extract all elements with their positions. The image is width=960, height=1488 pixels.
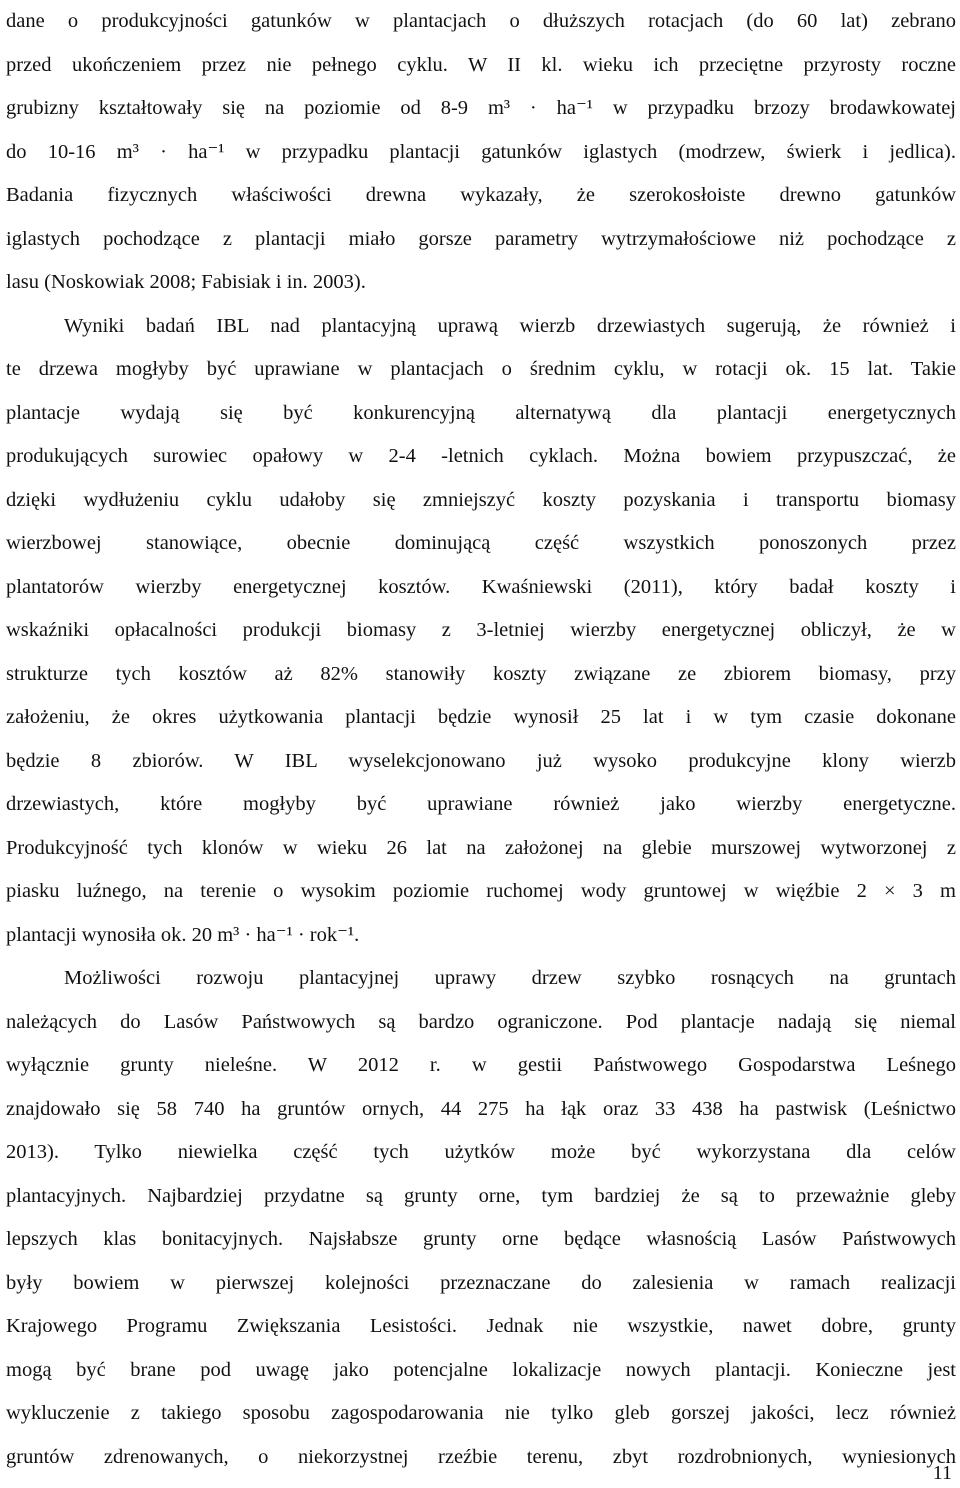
text-line: lepszych klas bonitacyjnych. Najsłabsze grunty orne będące własnością Lasów Państwowych xyxy=(6,1228,956,1250)
text-line: gruntów zdrenowanych, o niekorzystnej rzeźbie terenu, zbyt rozdrobnionych, wyniesionych xyxy=(6,1445,956,1468)
text-line: plantatorów wierzby energetycznej kosztów. Kwaśniewski (2011), który badał koszty i xyxy=(6,575,956,598)
text-line: 2013). Tylko niewielka część tych użytków może być wykorzystana dla celów xyxy=(6,1141,956,1163)
text-line: do 10-16 m³ · ha⁻¹ w przypadku plantacji gatunków iglastych (modrzew, świerk i jedlica). xyxy=(6,140,956,163)
text-line: należących do Lasów Państwowych są bardzo ograniczone. Pod plantacje nadają się niemal xyxy=(6,1010,956,1033)
text-line: Krajowego Programu Zwiększania Lesistości. Jednak nie wszystkie, nawet dobre, grunty xyxy=(6,1315,956,1337)
text-line: Badania fizycznych właściwości drewna wykazały, że szerokosłoiste drewno gatunków xyxy=(6,184,956,206)
text-line: znajdowało się 58 740 ha gruntów ornych, 44 275 ha łąk oraz 33 438 ha pastwisk (Leśnictwo xyxy=(6,1097,956,1120)
text-line: będzie 8 zbiorów. W IBL wyselekcjonowano już wysoko produkcyjne klony wierzb xyxy=(6,749,956,772)
text-line: Produkcyjność tych klonów w wieku 26 lat na założonej na glebie murszowej wytworzonej z xyxy=(6,836,956,859)
text-line: dzięki wydłużeniu cyklu udałoby się zmniejszyć koszty pozyskania i transportu biomasy xyxy=(6,488,956,511)
text-line: strukturze tych kosztów aż 82% stanowiły koszty związane ze zbiorem biomasy, przy xyxy=(6,662,956,685)
text-line: plantacji wynosiła ok. 20 m³ · ha⁻¹ · rok⁻¹. xyxy=(6,923,360,946)
text-line: lasu (Noskowiak 2008; Fabisiak i in. 2003). xyxy=(6,271,366,293)
text-line: piasku luźnego, na terenie o wysokim poziomie ruchomej wody gruntowej w więźbie 2 × 3 m xyxy=(6,880,956,902)
text-line: mogą być brane pod uwagę jako potencjalne lokalizacje nowych plantacji. Konieczne jest xyxy=(6,1358,956,1381)
text-line: przed ukończeniem przez nie pełnego cyklu. W II kl. wieku ich przeciętne przyrosty roczne xyxy=(6,53,956,76)
text-line: wykluczenie z takiego sposobu zagospodarowania nie tylko gleb gorszej jakości, lecz również xyxy=(6,1402,956,1424)
paragraph-start-line: Wyniki badań IBL nad plantacyjną uprawą wierzb drzewiastych sugerują, że również i xyxy=(64,314,956,337)
text-line: wskaźniki opłacalności produkcji biomasy z 3-letniej wierzby energetycznej obliczył, że w xyxy=(6,619,956,641)
text-line: plantacje wydają się być konkurencyjną alternatywą dla plantacji energetycznych xyxy=(6,401,956,424)
text-line: produkujących surowiec opałowy w 2-4 -letnich cyklach. Można bowiem przypuszczać, że xyxy=(6,445,956,467)
text-line: wierzbowej stanowiące, obecnie dominującą część wszystkich ponoszonych przez xyxy=(6,532,956,554)
page-number: 11 xyxy=(932,1462,952,1484)
text-line: te drzewa mogłyby być uprawiane w plantacjach o średnim cyklu, w rotacji ok. 15 lat. Takie xyxy=(6,358,956,380)
text-line: wyłącznie grunty nieleśne. W 2012 r. w gestii Państwowego Gospodarstwa Leśnego xyxy=(6,1054,956,1076)
paragraph-start-line: Możliwości rozwoju plantacyjnej uprawy drzew szybko rosnących na gruntach xyxy=(64,967,956,989)
text-line: drzewiastych, które mogłyby być uprawiane również jako wierzby energetyczne. xyxy=(6,793,956,815)
text-line: były bowiem w pierwszej kolejności przeznaczane do zalesienia w ramach realizacji xyxy=(6,1271,956,1294)
text-line: grubizny kształtowały się na poziomie od 8-9 m³ · ha⁻¹ w przypadku brzozy brodawkowatej xyxy=(6,97,956,119)
text-line: iglastych pochodzące z plantacji miało gorsze parametry wytrzymałościowe niż pochodzące z xyxy=(6,227,956,250)
body-text xyxy=(6,0,956,1479)
text-line: dane o produkcyjności gatunków w plantacjach o dłuższych rotacjach (do 60 lat) zebrano xyxy=(6,10,956,32)
text-line: plantacyjnych. Najbardziej przydatne są grunty orne, tym bardziej że są to przeważnie gleby xyxy=(6,1184,956,1207)
text-line: założeniu, że okres użytkowania plantacji będzie wynosił 25 lat i w tym czasie dokonane xyxy=(6,706,956,728)
